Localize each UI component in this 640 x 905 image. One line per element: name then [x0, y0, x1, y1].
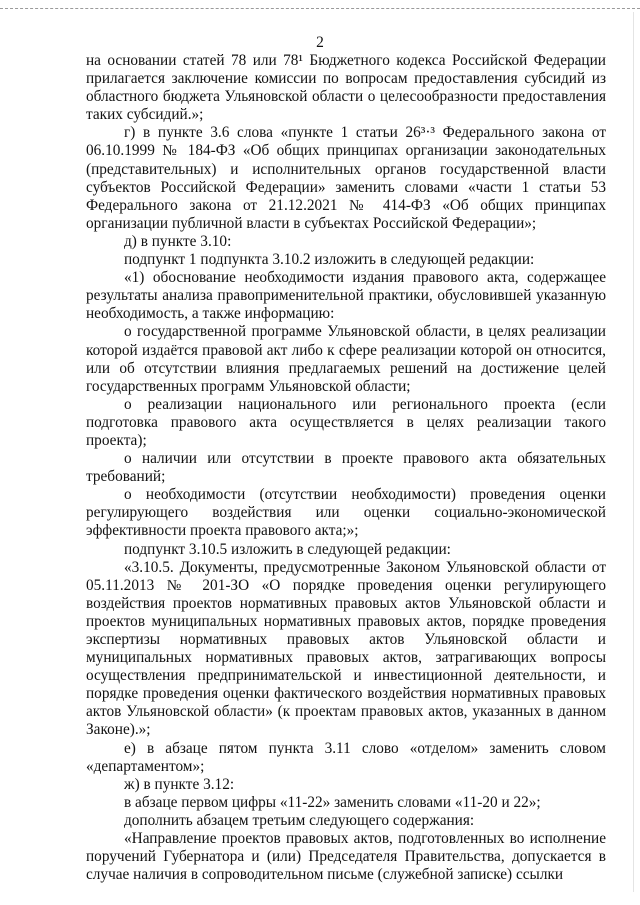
paragraph-8: о наличии или отсутствии в проекте правового акта обязательных требований; [86, 450, 606, 486]
paragraph-3: д) в пункте 3.10: [124, 232, 232, 250]
page-number: 2 [316, 34, 324, 51]
paragraph-11: «3.10.5. Документы, предусмотренные Законом Ульяновской области от 05.11.2013 № 201-ЗО «О порядке проведения оценки регулирующего воздействия проектов нормативных правовых актов Ульяновской области и проектов муниципальных нормативных правовых актов, порядке проведения экспертизы нормативных правовых актов Ульяновской области и муниципальных нормативных правовых актов, затрагивающих вопросы осуществления предпринимательской и инвестиционной деятельности, и порядке проведения оценки фактического воздействия нормативных правовых актов Ульяновской области» (к проектам правовых актов, указанных в данном Законе).»; [86, 558, 606, 739]
document-body [86, 52, 606, 884]
top-scan-border [0, 8, 640, 9]
paragraph-16: «Направление проектов правовых актов, подготовленных во исполнение поручений Губернатора и (или) Председателя Правительства, допускается в случае наличия в сопроводительном письме (служебной записке) ссылки [86, 830, 606, 884]
paragraph-13: ж) в пункте 3.12: [124, 775, 235, 793]
paragraph-6: о государственной программе Ульяновской области, в целях реализации которой издаётся правовой акт либо к сфере реализации которой он относится, или об отсутствии влияния предлагаемых решений на достижение целей государственных программ Ульяновской области; [86, 323, 606, 395]
paragraph-15: дополнить абзацем третьим следующего содержания: [124, 811, 475, 829]
paragraph-7: о реализации национального или регионального проекта (если подготовка правового акта осуществляется в целях реализации такого проекта); [86, 395, 606, 449]
paragraph-10: подпункт 3.10.5 изложить в следующей редакции: [124, 540, 451, 558]
right-scan-edge [633, 12, 634, 892]
paragraph-9: о необходимости (отсутствии необходимости) проведения оценки регулирующего воздействия или оценки социально-экономической эффективности проекта правового акта;»; [86, 486, 606, 540]
paragraph-2: г) в пункте 3.6 слова «пункте 1 статьи 26³·³ Федерального закона от 06.10.1999 № 184-ФЗ «Об общих принципах организации законодательных (представительных) и исполнительных органов государственной власти субъектов Российской Федерации» заменить словами «части 1 статьи 53 Федерального закона от 21.12.2021 № 414-ФЗ «Об общих принципах организации публичной власти в субъектах Российской Федерации»; [86, 124, 606, 232]
paragraph-1: на основании статей 78 или 78¹ Бюджетного кодекса Российской Федерации прилагается заключение комиссии по вопросам предоставления субсидий из областного бюджета Ульяновской области о целесообразности предоставления таких субсидий.»; [86, 52, 606, 124]
paragraph-4: подпункт 1 подпункта 3.10.2 изложить в следующей редакции: [124, 251, 535, 269]
paragraph-14: в абзаце первом цифры «11-22» заменить словами «11-20 и 22»; [124, 793, 541, 811]
paragraph-5: «1) обоснование необходимости издания правового акта, содержащее результаты анализа правоприменительной практики, обусловившей указанную необходимость, а также информацию: [86, 269, 606, 323]
paragraph-12: е) в абзаце пятом пункта 3.11 слово «отделом» заменить словом «департаментом»; [86, 739, 606, 775]
